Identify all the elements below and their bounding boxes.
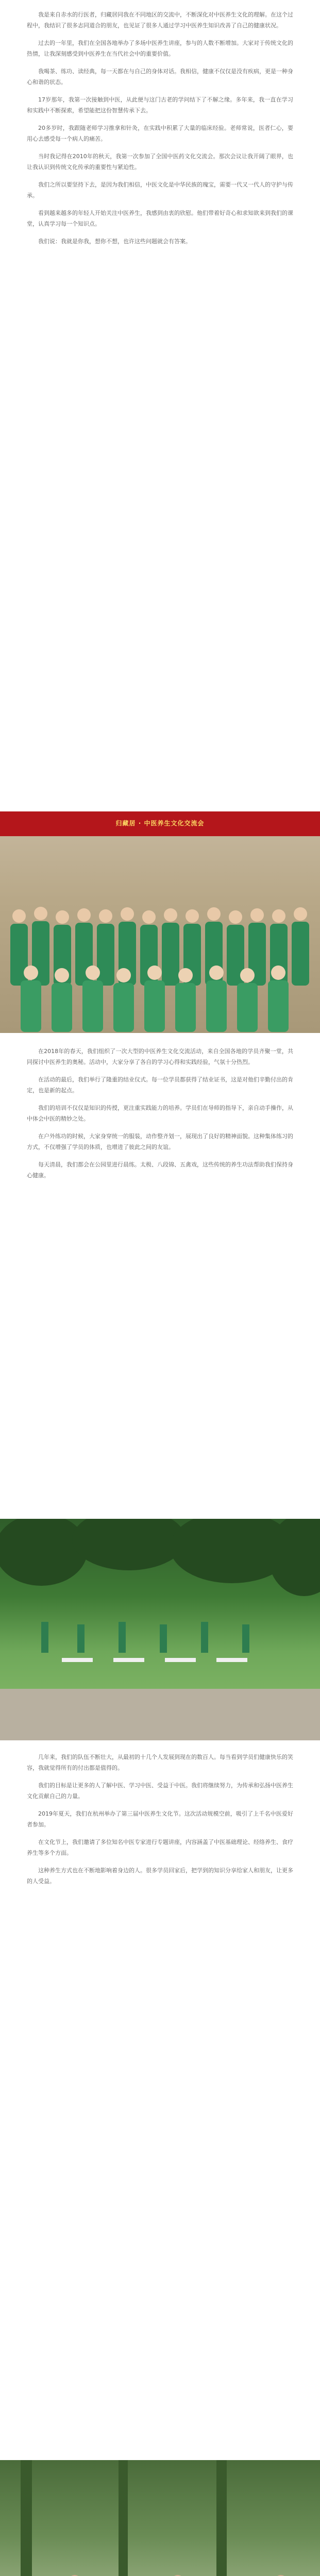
paragraph: 2019年夏天，我们在杭州举办了第三届中医养生文化节。这次活动规模空前，吸引了上千名中医爱好者参加。 — [27, 1810, 293, 1828]
article-body-mid2 — [0, 1752, 320, 1893]
paragraph: 17岁那年，我第一次接触到中医，从此便与这门古老的学问结下了不解之缘。多年来，我一直在学习和实践中不断探索，希望能把这份智慧传承下去。 — [27, 96, 293, 114]
paragraph: 在文化节上，我们邀请了多位知名中医专家进行专题讲座，内容涵盖了中医基础理论、经络养生、食疗养生等多个方面。 — [27, 1839, 293, 1856]
paragraph: 当时我记得在2010年的秋天，我第一次参加了全国中医药文化交流会。那次会议让我开阔了眼界，也让我认识到传统文化传承的重要性与紧迫性。 — [27, 153, 293, 171]
outdoor-exercise-photo — [0, 1519, 320, 1740]
article-body-top — [0, 0, 320, 247]
paragraph: 几年来，我们的队伍不断壮大，从最初的十几个人发展到现在的数百人。每当看到学员们健康快乐的笑容，我就觉得所有的付出都是值得的。 — [27, 1754, 293, 1771]
article-body-mid1 — [0, 1046, 320, 1188]
paragraph: 过去的一年里，我们在全国各地举办了多场中医养生讲座，参与的人数不断增加。大家对于传统文化的热情，让我深刻感受到中医养生在当代社会中的重要价值。 — [27, 40, 293, 57]
paragraph: 我喝茶、练功、读经典，每一天都在与自己的身体对话。我相信，健康不仅仅是没有疾病，更是一种身心和谐的状态。 — [27, 68, 293, 86]
group-photo-banner — [0, 811, 320, 1033]
paragraph: 在户外练功的时候，大家身穿统一的服装，动作整齐划一，展现出了良好的精神面貌。这种集体练习的方式，不仅增强了学员的体质，也增进了彼此之间的友谊。 — [27, 1133, 293, 1150]
paragraph: 在2018年的春天，我们组织了一次大型的中医养生文化交流活动，来自全国各地的学员齐聚一堂，共同探讨中医养生的奥秘。活动中，大家分享了各自的学习心得和实践经验，气氛十分热烈。 — [27, 1048, 293, 1065]
paragraph: 在活动的最后，我们举行了隆重的结业仪式。每一位学员都获得了结业证书，这是对他们辛勤付出的肯定，也是新的起点。 — [27, 1076, 293, 1094]
trees-illustration — [0, 1519, 320, 1740]
banner-text: 归藏居 · 中医养生文化交流会 — [115, 820, 205, 827]
paragraph: 我是来自赤水的行医者，归藏居同我在不同地区的交流中，不断深化对中医养生文化的理解。在这个过程中，我结识了很多志同道合的朋友，也见证了很多人通过学习中医养生知识改善了自己的健康状况。 — [27, 11, 293, 29]
paragraph: 我们说：我就是你我，想你不想，也许这些问题就会有答案。 — [38, 238, 191, 245]
people-practice-illustration — [0, 2460, 320, 2576]
paragraph: 我们之所以要坚持下去，是因为我们相信，中医文化是中华民族的瑰宝，需要一代又一代人的守护与传承。 — [27, 181, 293, 199]
group-people-illustration — [0, 836, 320, 1033]
paragraph: 每天清晨，我们都会在公园里进行晨练。太极、八段锦、五禽戏，这些传统的养生功法帮助我们保持身心健康。 — [27, 1161, 293, 1179]
paragraph: 这种养生方式也在不断地影响着身边的人。很多学员回家后，把学到的知识分享给家人和朋友，让更多的人受益。 — [27, 1867, 293, 1885]
standing-practice-photo — [0, 2460, 320, 2576]
paragraph: 20多岁时，我跟随老师学习推拿和针灸，在实践中积累了大量的临床经验。老师常说，医者仁心，要用心去感受每一个病人的痛苦。 — [27, 125, 293, 142]
paragraph: 看到越来越多的年轻人开始关注中医养生，我感到由衷的欣慰。他们带着好奇心和求知欲来到我们的课堂，认真学习每一个知识点。 — [27, 210, 293, 227]
paragraph: 我们的培训不仅仅是知识的传授，更注重实践能力的培养。学员们在导师的指导下，亲自动手操作，从中体会中医的精妙之处。 — [27, 1105, 293, 1122]
paragraph: 我们的目标是让更多的人了解中医、学习中医、受益于中医。我们将继续努力，为传承和弘扬中医养生文化贡献自己的力量。 — [27, 1782, 293, 1800]
